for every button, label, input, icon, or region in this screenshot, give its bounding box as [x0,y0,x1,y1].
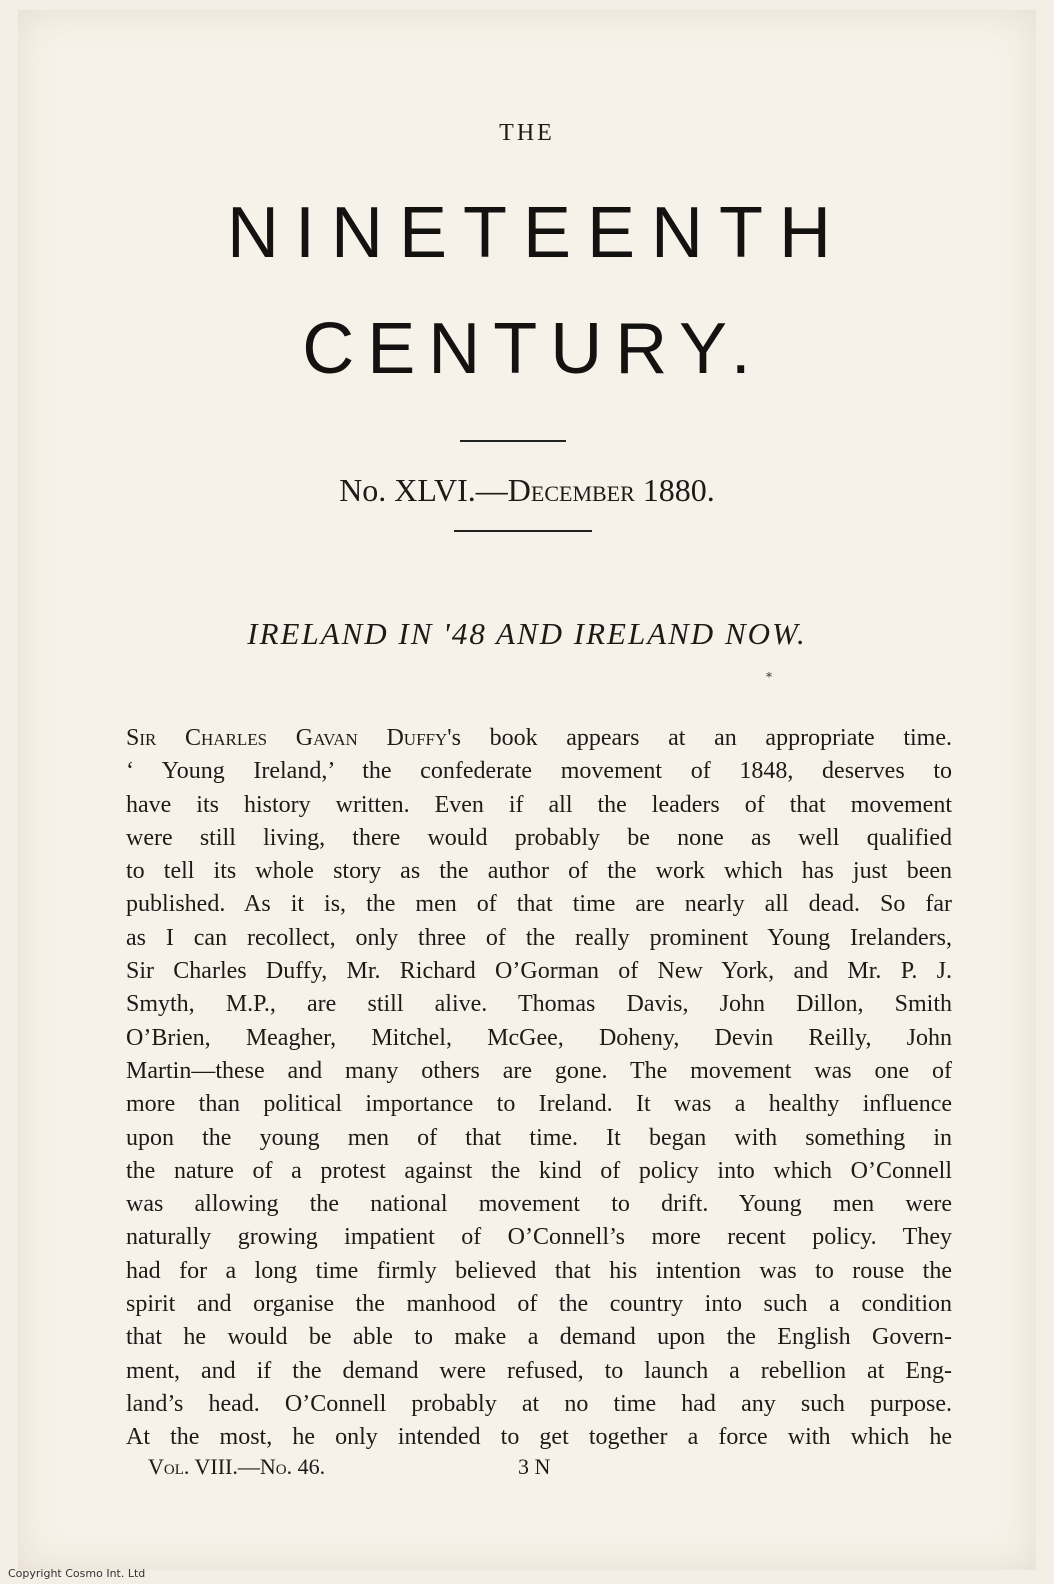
body-line: ment, and if the demand were refused, to launch a rebellion at Eng- [126,1357,952,1384]
issue-month: December [507,472,635,508]
issue-number: No. XLVI.— [339,472,508,508]
body-line: Martin—these and many others are gone. The movement was one of [126,1057,952,1084]
volume-number: Vol. VIII.—No. 46. [148,1454,326,1479]
opening-name: Sir Charles Gavan Duffy [126,725,448,751]
masthead-title-line2: CENTURY. [302,309,764,389]
body-line: was allowing the national movement to drift. Young men were [126,1191,952,1218]
body-line: Smyth, M.P., are still alive. Thomas Davis, John Dillon, Smith [126,991,952,1018]
copyright-watermark: Copyright Cosmo Int. Ltd [8,1567,146,1580]
masthead-rule [460,440,566,442]
body-line: had for a long time firmly believed that his intention was to rouse the [126,1257,952,1284]
body-line: naturally growing impatient of O’Connell’s more recent policy. They [126,1224,952,1251]
body-line: published. As it is, the men of that time are nearly all dead. So far [126,891,952,918]
issue-line [18,472,1036,509]
body-line: Sir Charles Gavan Duffy's book appears at an appropriate time. [126,725,952,751]
body-line: that he would be able to make a demand upon the English Govern- [126,1324,952,1351]
body-line: have its history written. Even if all the leaders of that movement [126,791,952,818]
body-line: to tell its whole story as the author of the work which has just been [126,858,952,885]
issue-rule [454,530,592,532]
body-line: the nature of a protest against the kind of policy into which O’Connell [126,1157,952,1184]
issue-year: 1880. [634,472,715,508]
volume-footer [148,1454,325,1480]
footnote-asterisk-icon: * [766,670,772,684]
printer-signature: 3 N [518,1454,551,1479]
article-body [126,722,952,1455]
body-line: Sir Charles Duffy, Mr. Richard O’Gorman of New York, and Mr. P. J. [126,958,952,985]
body-line: were still living, there would probably be none as well qualified [126,824,952,851]
masthead-title-line1: NINETEENTH [226,193,848,273]
article-title: IRELAND IN '48 AND IRELAND NOW. [247,616,807,651]
body-line: spirit and organise the manhood of the country into such a condition [126,1291,952,1318]
masthead-the: THE [499,120,555,146]
body-line: ‘ Young Ireland,’ the confederate movement of 1848, deserves to [126,758,952,785]
journal-page [18,10,1036,1570]
body-line: upon the young men of that time. It began with something in [126,1124,952,1151]
body-line: O’Brien, Meagher, Mitchel, McGee, Doheny, Devin Reilly, John [126,1024,952,1051]
body-line: land’s head. O’Connell probably at no time had any such purpose. [126,1390,952,1417]
body-line: At the most, he only intended to get together a force with which he [126,1424,952,1451]
body-line: more than political importance to Ireland. It was a healthy influence [126,1091,952,1118]
body-line: as I can recollect, only three of the really prominent Young Irelanders, [126,924,952,951]
